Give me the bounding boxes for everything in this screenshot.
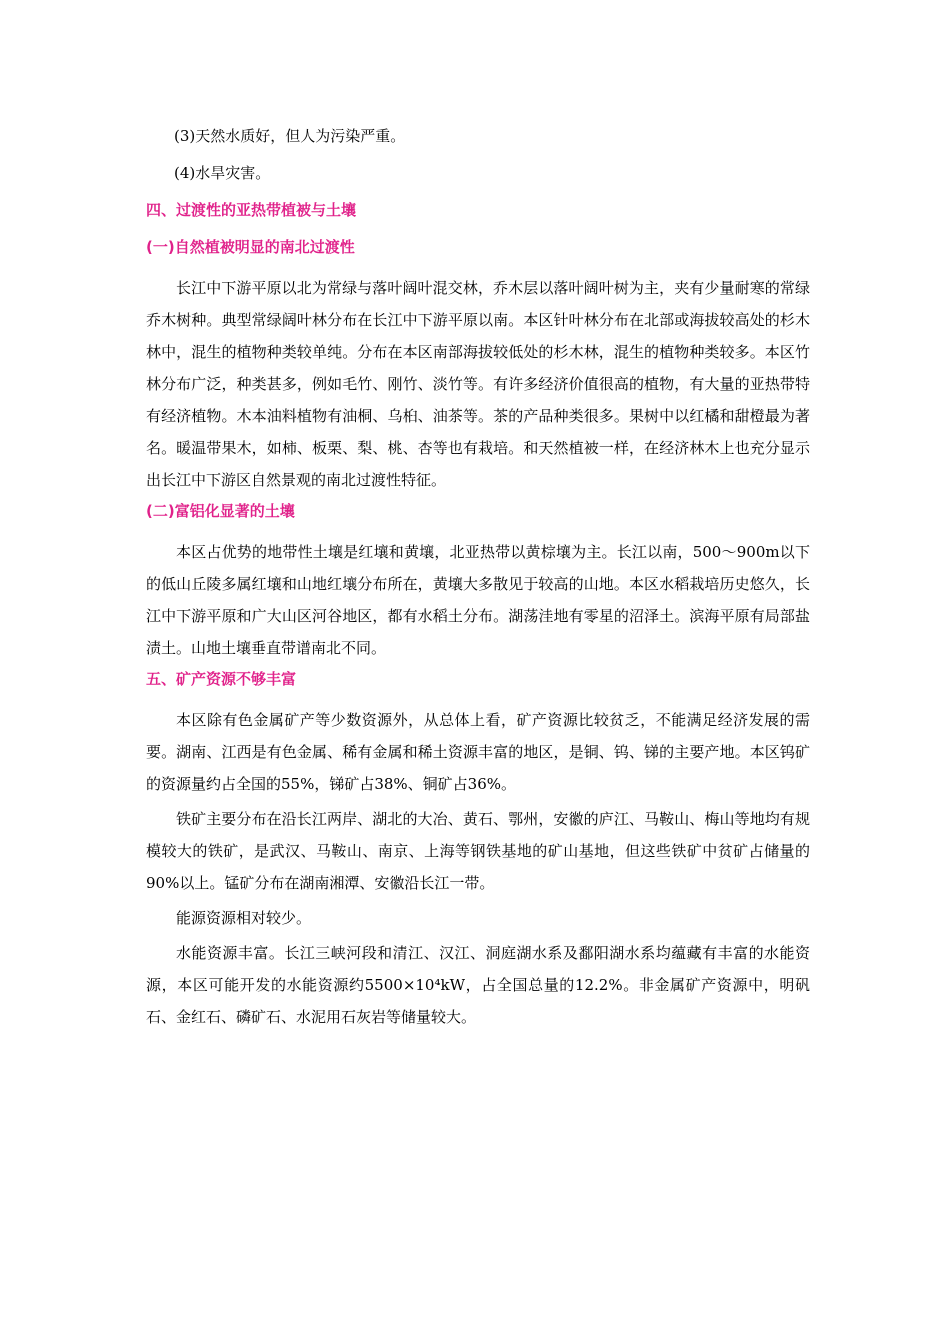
section-heading-mineral-resources: 五、矿产资源不够丰富 xyxy=(146,670,297,688)
section-heading-vegetation-soil: 四、过渡性的亚热带植被与土壤 xyxy=(146,201,357,219)
document-body xyxy=(146,124,810,1038)
subheading-soil: (二)富铝化显著的土壤 xyxy=(146,502,295,520)
subheading-natural-vegetation: (一)自然植被明显的南北过渡性 xyxy=(146,238,355,256)
paragraph-mineral-overview: 本区除有色金属矿产等少数资源外，从总体上看，矿产资源比较贫乏，不能满足经济发展的需要。湖南、江西是有色金属、稀有金属和稀土资源丰富的地区，是铜、钨、锑的主要产地。本区钨矿的资源量约占全国的55%，锑矿占38%、铜矿占36%。 xyxy=(146,711,810,793)
list-item-water-quality: (3)天然水质好，但人为污染严重。 xyxy=(174,127,406,145)
paragraph-hydropower: 水能资源丰富。长江三峡河段和清江、汉江、洞庭湖水系及鄱阳湖水系均蕴藏有丰富的水能资源，本区可能开发的水能资源约5500×10⁴kW，占全国总量的12.2%。非金属矿产资源中，明矾石、金红石、磷矿石、水泥用石灰岩等储量较大。 xyxy=(146,944,810,1026)
paragraph-vegetation: 长江中下游平原以北为常绿与落叶阔叶混交林，乔木层以落叶阔叶树为主，夹有少量耐寒的常绿乔木树种。典型常绿阔叶林分布在长江中下游平原以南。本区针叶林分布在北部或海拔较高处的杉木林中，混生的植物种类较单纯。分布在本区南部海拔较低处的杉木林，混生的植物种类较多。本区竹林分布广泛，种类甚多，例如毛竹、刚竹、淡竹等。有许多经济价值很高的植物，有大量的亚热带特有经济植物。木本油料植物有油桐、乌桕、油茶等。茶的产品种类很多。果树中以红橘和甜橙最为著名。暖温带果木，如柿、板栗、梨、桃、杏等也有栽培。和天然植被一样，在经济林木上也充分显示出长江中下游区自然景观的南北过渡性特征。 xyxy=(146,279,810,489)
paragraph-iron-ore: 铁矿主要分布在沿长江两岸、湖北的大冶、黄石、鄂州，安徽的庐江、马鞍山、梅山等地均有规模较大的铁矿，是武汉、马鞍山、南京、上海等钢铁基地的矿山基地，但这些铁矿中贫矿占储量的90%以上。锰矿分布在湖南湘潭、安徽沿长江一带。 xyxy=(146,810,810,892)
list-item-flood-drought: (4)水旱灾害。 xyxy=(174,164,271,182)
paragraph-soil: 本区占优势的地带性土壤是红壤和黄壤，北亚热带以黄棕壤为主。长江以南，500～900m以下的低山丘陵多属红壤和山地红壤分布所在，黄壤大多散见于较高的山地。本区水稻栽培历史悠久，长江中下游平原和广大山区河谷地区，都有水稻土分布。湖荡洼地有零星的沼泽土。滨海平原有局部盐渍土。山地土壤垂直带谱南北不同。 xyxy=(146,543,810,657)
paragraph-energy: 能源资源相对较少。 xyxy=(176,909,312,927)
